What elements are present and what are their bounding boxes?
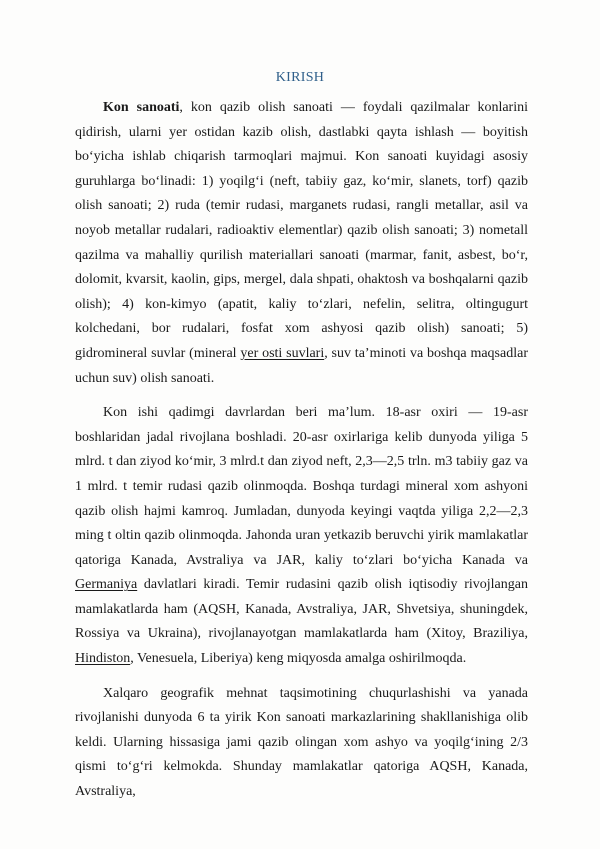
paragraph-2-text-c: , Venesuela, Liberiya) keng miqyosda amalga oshirilmoqda.: [130, 651, 467, 667]
link-germaniya[interactable]: Germaniya: [75, 577, 138, 593]
link-yer-osti-suvlari[interactable]: yer osti suvlari: [240, 345, 325, 361]
paragraph-2: [75, 401, 528, 672]
paragraph-3: Xalqaro geografik mehnat taqsimotining chuqurlashishi va yanada rivojlanishi dunyoda 6 ta yirik Kon sanoati markazlarining shakllanishiga olib keldi. Ularning hissasiga jami qazib olingan xom ashyo va yoqilg‘ining 2/3 qismi to‘g‘ri kelmokda. Shunday mamlakatlar qatoriga AQSH, Kanada, Avstraliya,: [75, 685, 528, 800]
paragraph-1-text-end: , suv ta’minoti va boshqa maqsadlar uchun suv) olish sanoati.: [75, 345, 528, 386]
link-hindiston[interactable]: Hindiston: [75, 651, 131, 667]
paragraph-1-text: , kon qazib olish sanoati — foydali qazilmalar konlarini qidirish, ularni yer ostidan kazib olish, dastlabki qayta ishlash — boyitish bo‘yicha ishlab chiqarish tarmoqlari majmui. Kon sanoati kuyidagi asosiy guruhlarga bo‘linadi: 1) yoqilg‘i (neft, tabiiy gaz, ko‘mir, slanets, torf) qazib olish sanoati; 2) ruda (temir rudasi, marganets rudasi, rangli metallar, asil va noyob metallar rudalari, radioaktiv elementlar) qazib olish sanoati; 3) nometall qazilma va mahalliy qurilish materiallari sanoati (marmar, fanit, asbest, bo‘r, dolomit, kvarsit, kaolin, gips, mergel, dala shpati, ohaktosh va boshqalarni qazib olish); 4) kon-kimyo (apatit, kaliy to‘zlari, nefelin, selitra, oltingugurt kolchedani, bor rudalari, fosfat xom ashyosi qazib olish) sanoati; 5) gidromineral suvlar (mineral: [75, 100, 528, 361]
paragraph-2-text-a: Kon ishi qadimgi davrlardan beri ma’lum. 18-asr oxiri — 19-asr boshlaridan jadal rivojlana boshladi. 20-asr oxirlariga kelib dunyoda yiliga 5 mlrd. t dan ziyod ko‘mir, 3 mlrd.t dan ziyod neft, 2,3—2,5 trln. m3 tabiiy gaz va 1 mlrd. t temir rudasi qazib olinmoqda. Boshqa turdagi mineral xom ashyoni qazib olish hajmi kamroq. Jumladan, dunyoda keyingi vaqtda yiliga 2,2—2,3 ming t oltin qazib olinmoqda. Jahonda uran yetkazib beruvchi yirik mamlakatlar qatoriga Kanada, Avstraliya va JAR, kaliy to‘zlari bo‘yicha Kanada va: [75, 405, 528, 568]
paragraph-1: [75, 96, 528, 391]
page-title: KIRISH: [275, 70, 325, 85]
document-body: [75, 96, 528, 815]
paragraph-2-text-b: davlatlari kiradi. Temir rudasini qazib olish iqtisodiy rivojlangan mamlakatlarda ham (AQSH, Kanada, Avstraliya, JAR, Shvetsiya, shuningdek, Rossiya va Ukraina), rivojlanayotgan mamlakatlarda ham (Xitoy, Braziliya,: [75, 577, 528, 642]
defined-term: Kon sanoati: [103, 100, 180, 115]
